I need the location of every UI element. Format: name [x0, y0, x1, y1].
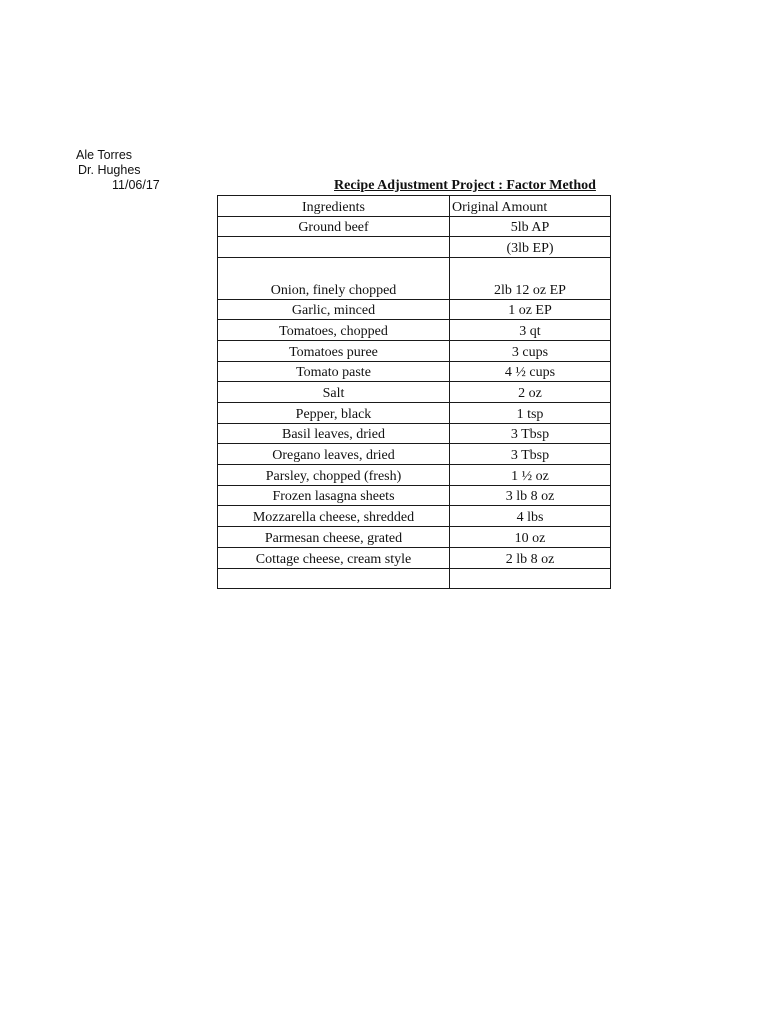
- ingredient-cell: Oregano leaves, dried: [218, 444, 450, 465]
- ingredient-cell: [218, 237, 450, 258]
- table-row: [218, 237, 611, 258]
- table-row: [218, 258, 611, 300]
- author-name: Ale Torres: [76, 148, 133, 162]
- amount-cell: 4 ½ cups: [450, 361, 611, 382]
- instructor-name: Dr. Hughes: [78, 163, 141, 177]
- table-row: [218, 423, 611, 444]
- table-row: [218, 506, 611, 527]
- table-row: [218, 568, 611, 589]
- ingredient-cell: Onion, finely chopped: [218, 258, 450, 300]
- amount-cell: 1 oz EP: [450, 299, 611, 320]
- ingredient-cell: Garlic, minced: [218, 299, 450, 320]
- table-row: [218, 299, 611, 320]
- table-row: [218, 320, 611, 341]
- ingredient-cell: Frozen lasagna sheets: [218, 485, 450, 506]
- table-row: [218, 527, 611, 548]
- document-title: Recipe Adjustment Project : Factor Method: [334, 178, 596, 193]
- ingredient-cell: [218, 568, 450, 589]
- amount-cell: 3 qt: [450, 320, 611, 341]
- amount-cell: 3 Tbsp: [450, 423, 611, 444]
- ingredient-cell: Cottage cheese, cream style: [218, 547, 450, 568]
- ingredient-cell: Salt: [218, 382, 450, 403]
- ingredient-cell: Tomatoes puree: [218, 340, 450, 361]
- ingredient-cell: Mozzarella cheese, shredded: [218, 506, 450, 527]
- table-row: [218, 340, 611, 361]
- ingredient-cell: Pepper, black: [218, 403, 450, 424]
- amount-cell: 2 oz: [450, 382, 611, 403]
- table-row: [218, 361, 611, 382]
- column-header-original-amount: Original Amount: [450, 196, 611, 217]
- amount-cell: 3 Tbsp: [450, 444, 611, 465]
- ingredient-cell: Parsley, chopped (fresh): [218, 465, 450, 486]
- title-container: [217, 177, 607, 195]
- recipe-table: [217, 195, 611, 589]
- ingredient-cell: Parmesan cheese, grated: [218, 527, 450, 548]
- table-row: [218, 382, 611, 403]
- amount-cell: (3lb EP): [450, 237, 611, 258]
- ingredient-cell: Basil leaves, dried: [218, 423, 450, 444]
- amount-cell: [450, 568, 611, 589]
- ingredient-cell: Ground beef: [218, 216, 450, 237]
- amount-cell: 5lb AP: [450, 216, 611, 237]
- amount-cell: 2 lb 8 oz: [450, 547, 611, 568]
- ingredient-cell: Tomato paste: [218, 361, 450, 382]
- amount-cell: 4 lbs: [450, 506, 611, 527]
- table-row: [218, 465, 611, 486]
- amount-cell: 1 ½ oz: [450, 465, 611, 486]
- amount-cell: 3 cups: [450, 340, 611, 361]
- table-header-row: [218, 196, 611, 217]
- table-row: [218, 403, 611, 424]
- amount-cell: 1 tsp: [450, 403, 611, 424]
- column-header-ingredients: Ingredients: [218, 196, 450, 217]
- table-row: [218, 485, 611, 506]
- amount-cell: 10 oz: [450, 527, 611, 548]
- ingredient-cell: Tomatoes, chopped: [218, 320, 450, 341]
- amount-cell: 2lb 12 oz EP: [450, 258, 611, 300]
- table-row: [218, 216, 611, 237]
- amount-cell: 3 lb 8 oz: [450, 485, 611, 506]
- table-row: [218, 444, 611, 465]
- table-row: [218, 547, 611, 568]
- document-date: 11/06/17: [112, 178, 160, 192]
